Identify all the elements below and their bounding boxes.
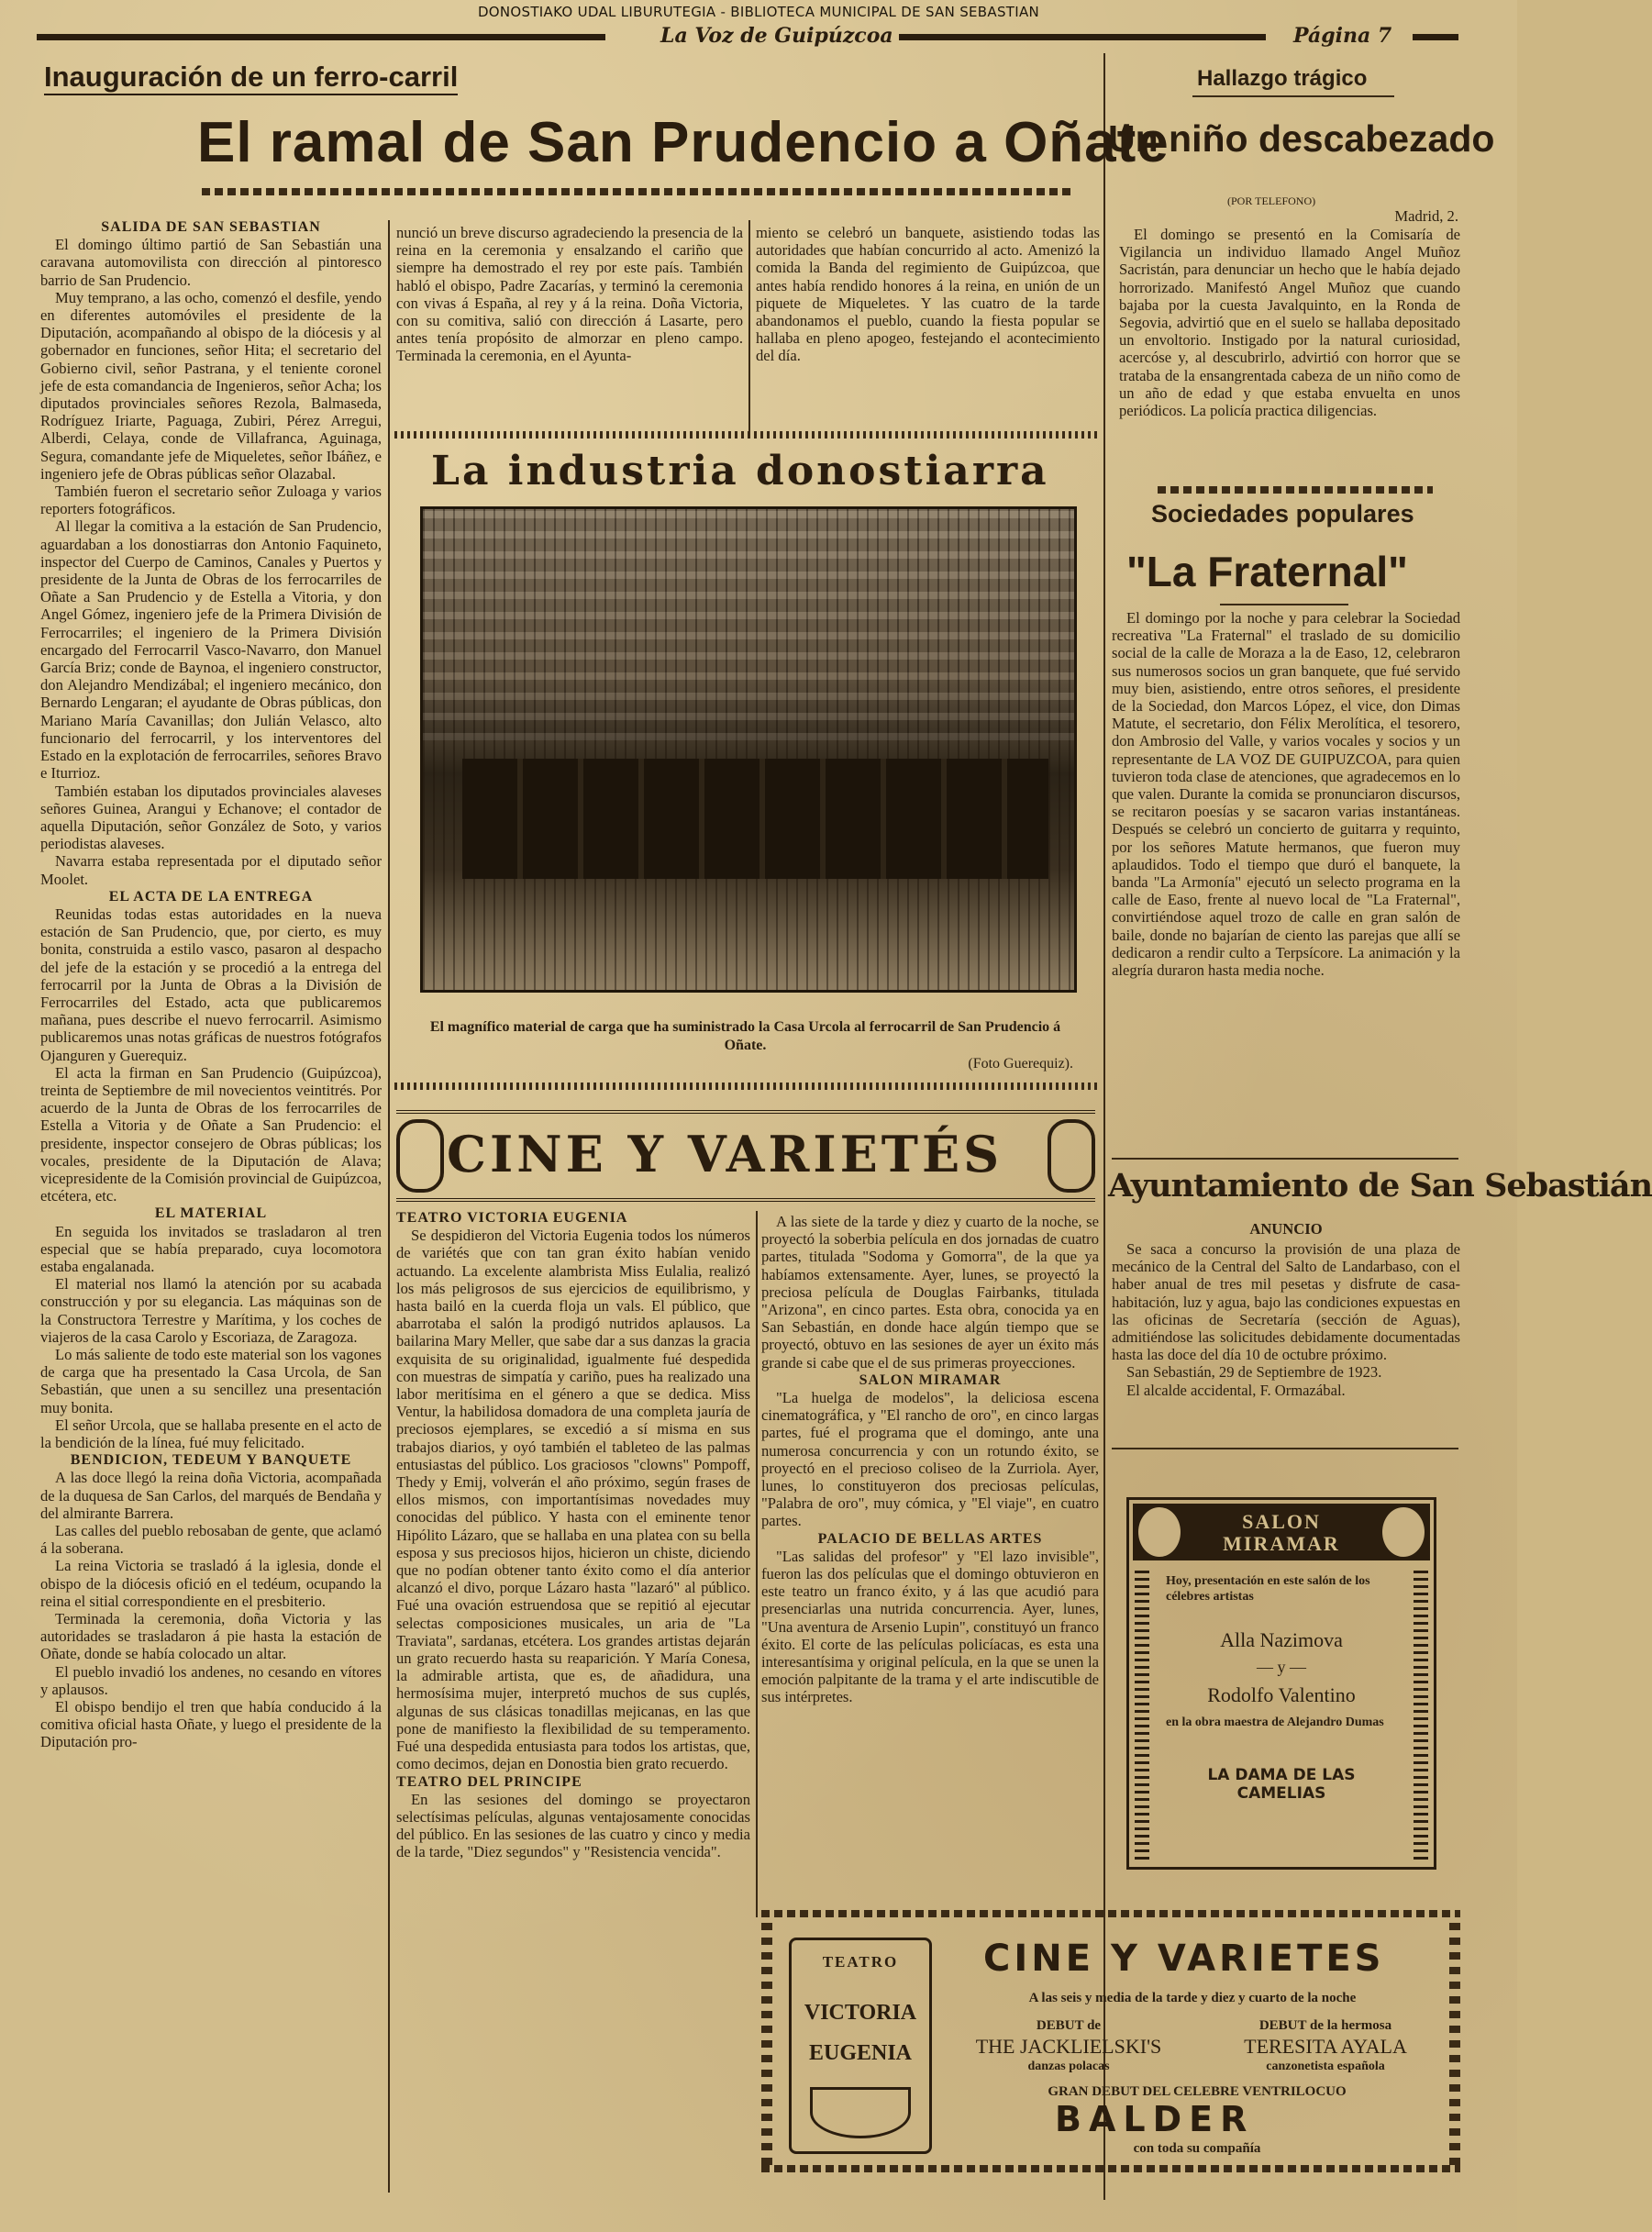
paragraph: Terminada la ceremonia, doña Victoria y las autoridades se trasladaron á pie hasta la estación de Oñate, donde se había colocado un altar. xyxy=(40,1610,382,1663)
section-divider xyxy=(1112,1448,1458,1449)
column-rule-2a xyxy=(748,220,750,431)
fraternal-title: "La Fraternal" xyxy=(1126,548,1408,595)
dateline: (POR TELEFONO) xyxy=(1227,194,1316,207)
header-rule-left xyxy=(37,34,605,40)
industria-title: La industria donostiarra xyxy=(431,448,1049,494)
ad-film-title: LA DAMA DE LAS CAMELIAS xyxy=(1207,1766,1356,1803)
gran-debut-line: GRAN DEBUT DEL CELEBRE VENTRILOCUO xyxy=(1048,2084,1347,2099)
subhead-victoria: TEATRO VICTORIA EUGENIA xyxy=(396,1210,628,1226)
paragraph: El señor Urcola, que se hallaba presente en el acto de la bendición de la línea, fué muy felicitado. xyxy=(40,1416,382,1452)
ayuntamiento-notice xyxy=(1112,1240,1460,1428)
victoria-ad-times: A las seis y media de la tarde y diez y cuarto de la noche xyxy=(1028,1991,1357,2005)
column-rule-2b xyxy=(756,1211,758,1917)
ad-border-bottom xyxy=(761,2165,1460,2172)
page-number: Página 7 xyxy=(1293,24,1392,48)
miramar-banner-text: SALON MIRAMAR xyxy=(1223,1510,1340,1555)
fraternal-article xyxy=(1112,609,1460,1155)
column-rule-right xyxy=(1103,53,1105,2200)
subhead-acta: EL ACTA DE LA ENTREGA xyxy=(108,888,314,905)
newspaper-name: La Voz de Guipúzcoa xyxy=(660,24,893,48)
portrait-left-icon xyxy=(1138,1507,1181,1557)
paragraph: El pueblo invadió los andenes, no cesando en vítores y aplausos. xyxy=(40,1662,382,1698)
header-rule-end xyxy=(1413,34,1458,40)
anuncio-label: ANUNCIO xyxy=(1249,1220,1323,1238)
right-kicker: Hallazgo trágico xyxy=(1197,66,1368,91)
section-divider xyxy=(394,1083,1099,1090)
header-rule-right xyxy=(899,34,1266,40)
section-divider xyxy=(1158,486,1433,494)
library-watermark: DONOSTIAKO UDAL LIBURUTEGIA - BIBLIOTECA MUNICIPAL DE SAN SEBASTIAN xyxy=(477,4,1040,20)
paragraph: nunció un breve discurso agradeciendo la presencia de la reina en la ceremonia y ensalzando el cariño que siempre ha demostrado el rey por este país. También habló el obispo, Padre Zacarías, y terminó la ceremonia con vivas á España, al rey y á la reina. Doña Victoria, con su comitiva, salió con dirección á Lasarte, pero antes tenía propósito de almorzar en pleno campo. Terminada la ceremonia, en el Ayunta- xyxy=(396,224,743,365)
subhead-bellas-artes: PALACIO DE BELLAS ARTES xyxy=(817,1530,1043,1547)
paragraph: La reina Victoria se trasladó á la iglesia, donde el obispo de la diócesis ofició en el tedéum, ocupando la reina el sitial correspondiente en el presbiterio. xyxy=(40,1557,382,1610)
photo-credit: (Foto Guerequiz). xyxy=(968,1056,1073,1072)
article-headline: El ramal de San Prudencio a Oñate xyxy=(197,111,1170,174)
ad-work: en la obra maestra de Alejandro Dumas xyxy=(1166,1716,1384,1729)
signature-date: San Sebastián, 29 de Septiembre de 1923. xyxy=(1126,1363,1382,1382)
section-divider xyxy=(1112,1158,1458,1160)
photo-wagons xyxy=(462,759,1048,879)
paragraph: En seguida los invitados se trasladaron al tren especial que se había preparado, cuya locomotora estaba engalanada. xyxy=(40,1222,382,1275)
freight-wagon-photo xyxy=(420,506,1077,993)
paragraph: También fueron el secretario señor Zuloaga y varios reporters fotográficos. xyxy=(40,483,382,518)
sociedades-kicker: Sociedades populares xyxy=(1151,500,1414,527)
tragic-article xyxy=(1119,226,1460,473)
emblem-line-3: EUGENIA xyxy=(808,2041,913,2065)
article-kicker: Inauguración de un ferro-carril xyxy=(44,61,458,95)
victoria-emblem xyxy=(789,1938,932,2154)
paragraph: También estaban los diputados provinciales alaveses señores Guinea, Arangui y Echanove; el contador de aquella Diputación, señor González de Soto, y varios periodistas alaveses. xyxy=(40,782,382,853)
paragraph: El acta la firman en San Prudencio (Guipúzcoa), treinta de Septiembre de mil novecientos veintitrés. Por acuerdo de la Junta de Obras de los ferrocarriles de Estella a Vitoria y de Oñate a San Prudencio: el presidente, inspector consejero de Obras públicas; los vocales, presidente de la Diputación de Alava; vicepresidente de la Comisión provincial de Guipúzcoa, etcétera, etc. xyxy=(40,1063,382,1205)
ornament-scroll-right xyxy=(1048,1119,1095,1193)
subhead-bendicion: BENDICION, TEDEUM Y BANQUETE xyxy=(70,1452,352,1469)
ad-column-left xyxy=(1135,1566,1149,1860)
cine-banner xyxy=(396,1110,1095,1202)
subhead-material: EL MATERIAL xyxy=(154,1205,268,1222)
photo-caption: El magnífico material de carga que ha suministrado la Casa Urcola al ferrocarril de San Prudencio á Oñate. xyxy=(429,1019,1061,1053)
running-header xyxy=(37,24,1468,48)
cine-title: CINE Y VARIETÉS xyxy=(447,1125,1003,1183)
place-line: Madrid, 2. xyxy=(1394,207,1458,225)
paragraph: A las siete de la tarde y diez y cuarto de la noche, se proyectó la soberbia película en dos jornadas de cuatro partes, titulada "Sodoma y Gomorra", de la que ya habíamos extensamente. Ayer, lunes, se proyectó la preciosa película de Douglas Fairbanks, titulada "Arizona", en cinco partes. Esta obra, conocida ya en San Sebastián, en donde hace algún tiempo que se proyectó, obtuvo en las sesiones de ayer un éxito más grande si cabe que el de sus primeras proyecciones. xyxy=(761,1213,1099,1371)
miramar-ad xyxy=(1126,1497,1436,1870)
paragraph: miento se celebró un banquete, asistiendo todas las autoridades que habían concurrido al acto. Amenizó la comida la Banda del regimiento de Guipúzcoa, que antes había rendido honores á la reina, en unión de un piquete de Miqueletes. Y las cuatro de la tarde abandonamos el pueblo, cuando la fiesta popular se hallaba en pleno apogeo, festejando el acontecimiento del día. xyxy=(756,224,1100,365)
paragraph: A las doce llegó la reina doña Victoria, acompañada de la duquesa de San Carlos, del marqués de Bendaña y del almirante Barrera. xyxy=(40,1469,382,1522)
cine-column-a xyxy=(396,1209,750,2195)
emblem-crest-icon xyxy=(810,2087,911,2138)
subhead-miramar: SALON MIRAMAR xyxy=(859,1371,1002,1388)
column-rule-1 xyxy=(388,220,390,2193)
cine-column-b xyxy=(761,1213,1099,1919)
paragraph: Se saca a concurso la provisión de una plaza de mecánico de la Central del Salto de Landarbaso, con el haber anual de tres mil pesetas y disfrute de casa-habitación, luz y agua, bajo las condiciones expuestas en las oficinas de Secretaría (sección de Aguas), admitiéndose las solicitudes debidamente documentadas hasta las doce del día 10 de octubre próximo. xyxy=(1112,1240,1460,1364)
debut-left-desc: danzas polacas xyxy=(1027,2060,1110,2073)
star-joiner: — y — xyxy=(1257,1658,1306,1676)
ad-column-right xyxy=(1414,1566,1428,1860)
debut-left-label: DEBUT de xyxy=(1036,2018,1102,2033)
victoria-ad-title: CINE Y VARIETES xyxy=(983,1938,1385,1980)
paragraph: El domingo por la noche y para celebrar la Sociedad recreativa "La Fraternal" el traslado de su domicilio social de la calle de Moraza a la de Easo, 12, celebraron sus numerosos socios un gran banquete, que fué servido muy bien, asistiendo, entre otros señores, el presidente de la Sociedad, don Marcos López, el vice, don Dimas Matute, el secretario, don Félix Merolítica, el tesorero, don Ambrosio del Valle, y varios vocales y socios y un representante de LA VOZ DE GUIPUZCOA, para quien tuvieron toda clase de atenciones, que agradecemos en lo que valen. Durante la comida se pronunciaron discursos, se recitaron poesías y se sacaron varias instantáneas. Después se celebró un concierto de guitarra y requinto, por los señores Matute hermanos, que fueron muy aplaudidos. Todo el tiempo que duró el banquete, la banda "La Armonía" ejecutó un selecto programa en la calle de Easo, frente al nuevo local de "La Fraternal", convirtiéndose aquel trozo de calle en gran salón de baile, donde no bajarían de ciento las parejas que allí se dedicaron a rendir culto a Terpsícore. La animación y la alegría duraron hasta media noche. xyxy=(1112,609,1460,980)
ayuntamiento-title: Ayuntamiento de San Sebastián xyxy=(1108,1167,1652,1205)
paragraph: Al llegar la comitiva a la estación de San Prudencio, aguardaban a los donostiarras don Antonio Faquineto, inspector del Cuerpo de Caminos, Canales y Puertos y presidente de la Junta de Obras de los ferrocarriles de Oñate a San Prudencio y de Estella a Vitoria, y don Angel Gómez, ingeniero jefe de la Primera División de Ferrocarriles; el ingeniero de la Primera División encargado del Ferrocarril Vasco-Navarro, don Manuel García Briz; conde de Baynoa, el ingeniero constructor, don Alejandro Mendizábal; el ingeniero mecánico, don Bernardo Lengaran; el ayudante de Obras públicas, don Mariano María Cavanillas; don Julián Velasco, alto funcionario del ferrocarril, y los interventores del Estado en la explotación de ferrocarriles, señores Bravo e Iturrioz. xyxy=(40,517,382,783)
kicker-underline xyxy=(1192,95,1394,97)
debut-right-name: TERESITA AYALA xyxy=(1244,2035,1407,2058)
emblem-line-2: VICTORIA xyxy=(804,2001,917,2025)
paragraph: El obispo bendijo el tren que había conducido á la comitiva oficial hasta Oñate, y luego el presidente de la Diputación pro- xyxy=(40,1698,382,1751)
paragraph: El domingo se presentó en la Comisaría de Vigilancia un individuo llamado Angel Muñoz Sacristán, para denunciar un hecho que le había dejado horrorizado. Manifestó Angel Muñoz que cuando bajaba por la cuesta Javalquinto, en la Ronda de Segovia, advirtió que en el suelo se hallaba depositado un envoltorio. Instigado por la natural curiosidad, acercóse y, al descubrirlo, advirtió con horror que se trataba de la ensangrentada cabeza de un niño como de un año de edad y que estaba envuelta en unos periódicos. La policía practica diligencias. xyxy=(1119,226,1460,420)
article-column-1 xyxy=(40,218,382,2191)
paragraph: "La huelga de modelos", la deliciosa escena cinematográfica, y "El rancho de oro", en cinco largas partes, fué el programa que el domingo, ante una numerosa concurrencia y con un rotundo éxito, se proyectó en el precioso coliseo de la Zurriola. Ayer, lunes, lo constituyeron dos preciosas películas, "Palabra de oro", muy cómica, y "El viaje", en cuatro partes. xyxy=(761,1389,1099,1530)
debut-left-name: THE JACKLIELSKI'S xyxy=(975,2035,1162,2058)
paragraph: Reunidas todas estas autoridades en la nueva estación de San Prudencio, que, por cierto, es muy bonita, construida a estilo vasco, pasaron al despacho del jefe de la estación y se procedió a la entrega del ferrocarril por la Junta de Obras a la División de Ferrocarriles del Estado, acta que publicaremos mañana, pues describe el nuevo ferrocarril. Asimismo publicaremos unas notas gráficas de nuestros fotógrafos Ojanguren y Guerequiz. xyxy=(40,905,382,1064)
paragraph: En las sesiones del domingo se proyectaron selectísimas películas, algunas ventajosamente conocidas del público. En las sesiones de las cuatro y cinco y media de la tarde, "Diez segundos" y "Resistencia vencida". xyxy=(396,1790,750,1861)
subhead-salida: SALIDA DE SAN SEBASTIAN xyxy=(101,219,321,235)
section-divider xyxy=(394,431,1099,439)
ornament-scroll-left xyxy=(396,1119,444,1193)
paragraph: Muy temprano, a las ocho, comenzó el desfile, yendo en diferentes automóviles el presidente de la Diputación, acompañando al obispo de la diócesis y al gobernador en funciones, señor Hita; el secretario del Gobierno civil, señor Pastrana, y el teniente coronel jefe de esta comandancia de Ingenieros, señor Acha; los diputados provinciales señores Rezola, Balmaseda, Rodríguez Iriarte, Paguaga, Zubiri, Pérez Arregui, Alberdi, Celaya, conde de Villafranca, Aguinaga, Segura, comandante jefe de Miqueletes, señor Ibáñez, e ingeniero jefe de Obras públicas señor Olazabal. xyxy=(40,288,382,483)
ad-lead: Hoy, presentación en este salón de los célebres artistas xyxy=(1166,1574,1370,1604)
paragraph: El domingo último partió de San Sebastián una caravana automovilista con dirección al pintoresco barrio de San Prudencio. xyxy=(40,236,382,289)
paragraph: Navarra estaba representada por el diputado señor Moolet. xyxy=(40,852,382,888)
photo-buildings xyxy=(423,509,1074,740)
paragraph: "Las salidas del profesor" y "El lazo invisible", fueron las dos películas que el domingo obtuvieron en este teatro un franco éxito, y á las que acudió para presenciarlas una nutrida concurrencia. Ayer, lunes, "Una aventura de Arsenio Lupin", constituyó un franco éxito. El corte de las películas policíacas, es esta una interesantísima y original película, en la que se unen la emoción palpitante de la trama y el arte indiscutible de sus intérpretes. xyxy=(761,1547,1099,1706)
headline-rule xyxy=(202,188,1073,195)
article-column-3 xyxy=(756,224,1100,426)
article-column-2 xyxy=(396,224,743,426)
ad-border-left xyxy=(761,1917,772,2165)
title-underline xyxy=(1220,604,1348,605)
paragraph: El material nos llamó la atención por su acabada construcción y por su elegancia. Las máquinas son de la Constructora Terrestre y Marítima, y los coches de viajeros de la casa Carolo y Escoriaza, de Zaragoza. xyxy=(40,1275,382,1346)
portrait-right-icon xyxy=(1382,1507,1425,1557)
signature-name: El alcalde accidental, F. Ormazábal. xyxy=(1126,1381,1346,1399)
subhead-principe: TEATRO DEL PRINCIPE xyxy=(396,1773,582,1790)
star-2: Rodolfo Valentino xyxy=(1207,1683,1356,1706)
ad-border-top xyxy=(761,1910,1460,1917)
debut-right-desc: canzonetista española xyxy=(1266,2060,1385,2073)
star-1: Alla Nazimova xyxy=(1220,1628,1343,1651)
ad-border-right xyxy=(1449,1917,1460,2165)
balder-name: BALDER xyxy=(1055,2099,1255,2139)
paragraph: Lo más saliente de todo este material son los vagones de carga que ha presentado la Casa Urcola, de San Sebastián, que unen a su sencillez una presentación muy bonita. xyxy=(40,1346,382,1416)
debut-right-label: DEBUT de la hermosa xyxy=(1258,2018,1392,2033)
paragraph: Se despidieron del Victoria Eugenia todos los números de variétés que con tan gran éxito habían venido actuando. La excelente alambrista Miss Eulalia, realizó los más peligrosos de sus ejercicios de equilibrismo, y hasta bailó en la cuerda floja un vals. El público, que abarrotaba el salón la prodigó nutridos aplausos. La bailarina Mary Meller, que sabe dar a sus danzas la gracia exquisita de su originalidad, igualmente fué despedida con muestras de simpatía y cariño, pues ha realizado una labor meritísima en el género a que se dedica. Miss Ventur, la habilidosa domadora de una completa jauría de preciosos ejemplares, se excedió a sí misma en sus trabajos diarios, y oyó también el tableteo de las palmas entusiastas del público. Los graciosos "clowns" Pompoff, Thedy y Emij, volverán el año próximo, según frases de ellos mismos, con importantísimas novedades muy conocidas del público. Y hasta con el eminente tenor Hipólito Lázaro, que se hallaba en una platea con su bella esposa y sus preciosos hijos, hicieron un chiste, diciendo que no podían obtener tanto éxito como el día anterior alcanzó el divo, porque Lázaro hasta "lazaró" al público. Fué una ovación estruendosa que se repitió al ejecutar selectas composiciones musicales, un aria de "La Traviata", sardanas, etcétera. Los grandes artistas dejarán un grato recuerdo hasta su reaparición. Y María Conesa, la admirable artista, que es, de añadidura, una hermosísima mujer, interpretó muchos de sus cuplés, algunas de sus clásicas tonadillas mejicanas, en las que pone de manifiesto la flexibilidad de su temperamento. Fué una despedida entusiasta para todos los artistas, que, como decimos, dejan en Donostia bien grato recuerdo. xyxy=(396,1227,750,1773)
paragraph: Las calles del pueblo rebosaban de gente, que aclamó á la soberana. xyxy=(40,1522,382,1558)
right-headline: Un niño descabezado xyxy=(1108,117,1495,160)
company-line: con toda su compañía xyxy=(1133,2141,1261,2156)
emblem-line-1: TEATRO xyxy=(822,1953,899,1971)
